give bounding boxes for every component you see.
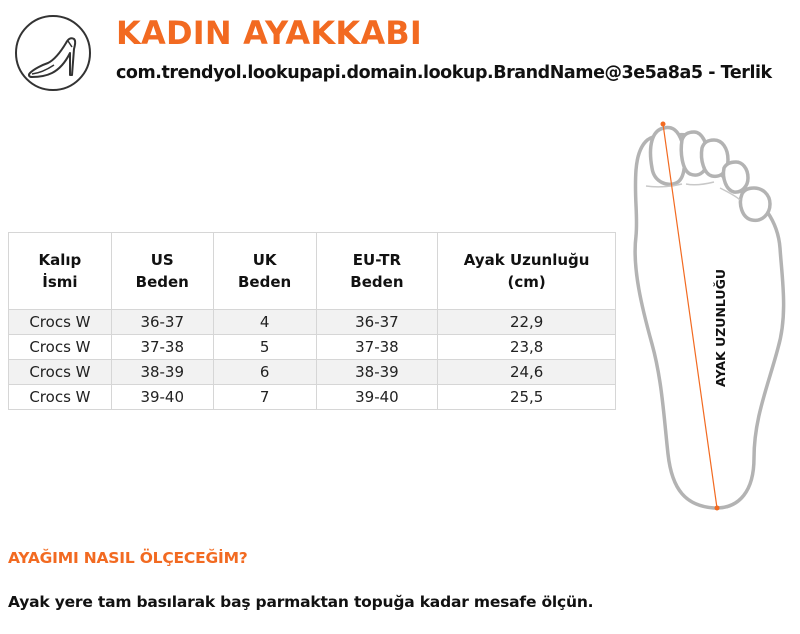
how-to-measure-title: AYAĞIMI NASIL ÖLÇECEĞİM?	[8, 549, 248, 567]
foot-diagram	[630, 118, 790, 522]
shoe-logo	[15, 15, 91, 91]
high-heel-shoe-icon	[24, 27, 82, 81]
cell-eu-tr: 39-40	[316, 385, 438, 410]
cell-us: 39-40	[111, 385, 213, 410]
size-table	[8, 232, 616, 410]
column-header-eu-tr: EU-TR Beden	[316, 233, 438, 310]
measure-start-dot	[661, 122, 666, 127]
table-row	[9, 335, 616, 360]
column-header-uk: UK Beden	[213, 233, 316, 310]
table-row	[9, 360, 616, 385]
cell-foot-length: 24,6	[438, 360, 616, 385]
cell-eu-tr: 37-38	[316, 335, 438, 360]
table-row	[9, 310, 616, 335]
how-to-measure-text: Ayak yere tam basılarak baş parmaktan topuğa kadar mesafe ölçün.	[8, 593, 594, 611]
cell-eu-tr: 38-39	[316, 360, 438, 385]
cell-us: 38-39	[111, 360, 213, 385]
cell-uk: 5	[213, 335, 316, 360]
table-row	[9, 385, 616, 410]
table-header-row	[9, 233, 616, 310]
product-subtitle: com.trendyol.lookupapi.domain.lookup.BrandName@3e5a8a5 - Terlik	[116, 63, 772, 83]
cell-kalip: Crocs W	[9, 360, 112, 385]
foot-outline-icon	[630, 118, 790, 518]
cell-us: 37-38	[111, 335, 213, 360]
page-title: KADIN AYAKKABI	[116, 14, 422, 52]
cell-uk: 6	[213, 360, 316, 385]
cell-kalip: Crocs W	[9, 310, 112, 335]
column-header-kalip: Kalıp İsmi	[9, 233, 112, 310]
column-header-us: US Beden	[111, 233, 213, 310]
cell-foot-length: 23,8	[438, 335, 616, 360]
cell-uk: 4	[213, 310, 316, 335]
cell-foot-length: 22,9	[438, 310, 616, 335]
foot-length-label: AYAK UZUNLUĞU	[713, 269, 728, 387]
cell-us: 36-37	[111, 310, 213, 335]
cell-kalip: Crocs W	[9, 335, 112, 360]
measure-end-dot	[715, 506, 720, 511]
cell-eu-tr: 36-37	[316, 310, 438, 335]
column-header-foot-length: Ayak Uzunluğu (cm)	[438, 233, 616, 310]
cell-foot-length: 25,5	[438, 385, 616, 410]
cell-kalip: Crocs W	[9, 385, 112, 410]
cell-uk: 7	[213, 385, 316, 410]
